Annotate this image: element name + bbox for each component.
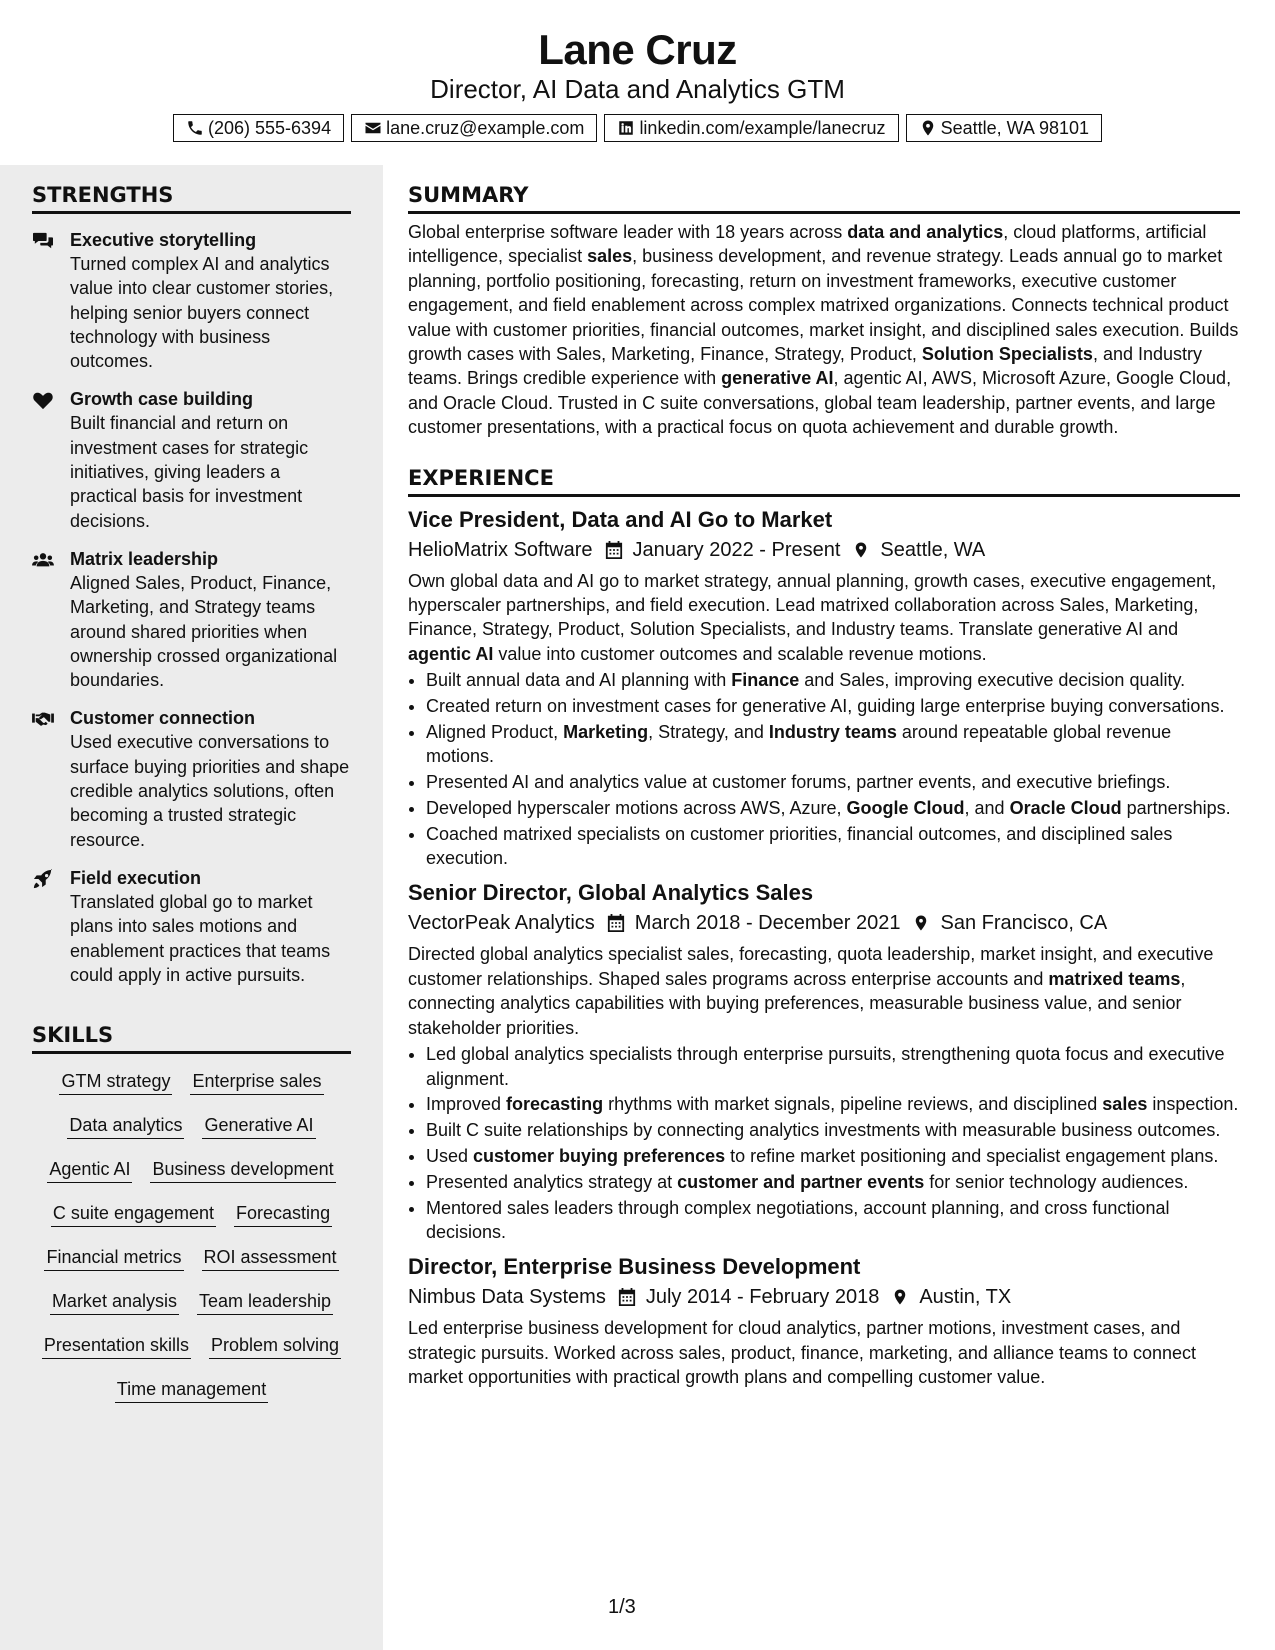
contact-linkedin-text: linkedin.com/example/lanecruz [639, 117, 886, 138]
text-run: and Sales, improving executive decision quality. [799, 670, 1186, 691]
strength-desc: Translated global go to market plans into sales motions and enablement practices that teams could apply in active pursuits. [70, 891, 331, 985]
strength-desc: Turned complex AI and analytics value into clear customer stories, helping senior buyers connect technology with business outcomes. [70, 254, 334, 372]
candidate-role: Director, AI Data and Analytics GTM [430, 74, 845, 104]
bold-text: Industry teams [768, 721, 897, 742]
job-bullet [426, 770, 1240, 794]
contact-bar [0, 114, 1275, 142]
skill-tag: Financial metrics [44, 1240, 183, 1271]
text-run: partnerships. [1121, 797, 1231, 818]
strength-title: Customer connection [70, 708, 256, 729]
skill-tag: GTM strategy [59, 1064, 172, 1095]
text-run: Presented analytics strategy at [426, 1171, 678, 1192]
strength-item [32, 866, 351, 987]
job-bullet [426, 1144, 1240, 1168]
skill-tag: Market analysis [50, 1284, 179, 1315]
text-run: Mentored sales leaders through complex negotiations, account planning, and cross functional decisions. [426, 1197, 1170, 1242]
bold-text: generative AI [721, 368, 834, 389]
job-bullet [426, 668, 1240, 692]
bold-text: customer and partner events [677, 1171, 925, 1192]
job-bullet [426, 720, 1240, 769]
comments-icon [32, 231, 54, 251]
skill-tag: Time management [115, 1372, 268, 1403]
main-content [408, 165, 1240, 1390]
contact-email[interactable] [351, 114, 597, 142]
strengths-title: STRENGTHS [32, 165, 351, 214]
bold-text: Google Cloud [846, 797, 965, 818]
job-entry [408, 505, 1240, 871]
phone-icon [186, 119, 204, 137]
contact-phone[interactable] [173, 114, 344, 142]
job-bullet [426, 1170, 1240, 1194]
skill-tag: Enterprise sales [190, 1064, 323, 1095]
job-bullet [426, 822, 1240, 871]
job-title: Vice President, Data and AI Go to Market [408, 506, 833, 532]
strength-title: Executive storytelling [70, 230, 257, 250]
text-run: to refine market positioning and specialist engagement plans. [725, 1145, 1219, 1166]
map-pin-icon [852, 540, 870, 560]
bold-text: Marketing [563, 721, 649, 742]
text-run: Global enterprise software leader with 18 years across [408, 222, 848, 242]
text-run: , agentic AI, AWS, Microsoft Azure, Google Cloud, and Oracle Cloud. Trusted in C suite conversations, global team leadership, partner events, and large customer presentations, with a practical focus on quota achievement and durable growth. [408, 368, 1232, 438]
job-dates: March 2018 - December 2021 [634, 912, 901, 935]
strength-desc: Used executive conversations to surface buying priorities and shape credible analytics solutions, often becoming a trusted strategic resource. [70, 732, 350, 850]
bold-text: matrixed teams [1048, 968, 1181, 989]
skill-tag: Team leadership [197, 1284, 333, 1315]
skills-list [32, 1064, 351, 1416]
text-run: Aligned Product, [426, 721, 564, 742]
text-run: Own global data and AI go to market strategy, annual planning, growth cases, executive engagement, hyperscaler partnerships, and field execution. Lead matrixed collaboration across Sales, Marketing, Finance, Strategy, Product, Solution Specialists, and Industry teams. Translate generative AI and [408, 570, 1217, 640]
job-summary [408, 942, 1240, 1040]
skill-tag: Forecasting [234, 1196, 332, 1227]
page-number: 1/3 [608, 1596, 636, 1618]
skill-tag: Business development [150, 1152, 335, 1183]
text-run: Led enterprise business development for cloud analytics, partner motions, investment cases, and strategic pursuits. Worked across sales, product, finance, marketing, and alliance teams to connect market opportunities with practical growth plans and compelling customer value. [408, 1318, 1197, 1388]
bold-text: Solution Specialists [921, 344, 1093, 365]
job-dates: January 2022 - Present [632, 538, 841, 561]
summary-title: SUMMARY [408, 165, 1240, 214]
text-run: , and Industry teams. Brings credible experience with [408, 344, 1203, 389]
strength-item [32, 228, 351, 373]
strength-item [32, 547, 351, 692]
job-meta [408, 908, 1240, 938]
text-run: around repeatable global revenue motions. [426, 721, 1172, 767]
map-pin-icon [919, 119, 937, 137]
text-run: value into customer outcomes and scalable revenue motions. [493, 643, 987, 664]
job-title: Director, Enterprise Business Development [408, 1254, 861, 1280]
heart-icon [32, 390, 54, 410]
bold-text: forecasting [506, 1094, 604, 1115]
skill-tag: Data analytics [67, 1108, 184, 1139]
job-bullet [426, 1118, 1240, 1142]
job-bullet [426, 1042, 1240, 1091]
bold-text: agentic AI [408, 643, 494, 664]
job-meta [408, 1282, 1240, 1312]
summary-text [408, 220, 1240, 440]
text-run: Directed global analytics specialist sales, forecasting, quota leadership, market insight, and executive customer relationships. Shaped sales programs across enterprise accounts and [408, 944, 1214, 989]
strength-desc: Built financial and return on investment cases for strategic initiatives, giving leaders a practical basis for investment decisions. [70, 413, 309, 531]
job-bullet [426, 1092, 1240, 1116]
contact-phone-text: (206) 555-6394 [207, 117, 332, 138]
job-company: VectorPeak Analytics [408, 912, 595, 935]
strength-item [32, 387, 351, 532]
envelope-icon [364, 119, 382, 137]
text-run: , Strategy, and [648, 721, 769, 742]
experience-title: EXPERIENCE [408, 448, 1240, 497]
text-run: , cloud platforms, artificial intelligence, specialist [408, 222, 1207, 267]
job-title: Senior Director, Global Analytics Sales [408, 880, 814, 906]
users-icon [32, 550, 54, 570]
calendar-icon [618, 1287, 636, 1307]
sidebar [0, 165, 383, 1650]
text-run: rhythms with market signals, pipeline reviews, and disciplined [603, 1094, 1103, 1115]
text-run: Built annual data and AI planning with [426, 670, 732, 691]
strength-title: Growth case building [70, 389, 254, 410]
job-bullet [426, 694, 1240, 718]
job-location: San Francisco, CA [940, 912, 1108, 935]
candidate-name: Lane Cruz [538, 26, 737, 73]
bold-text: Oracle Cloud [1009, 797, 1122, 818]
text-run: Led global analytics specialists through enterprise pursuits, strengthening quota focus and executive alignment. [426, 1044, 1225, 1089]
bold-text: sales [1102, 1094, 1148, 1115]
text-run: Developed hyperscaler motions across AWS, Azure, [426, 797, 847, 818]
text-run: Presented AI and analytics value at customer forums, partner events, and executive briefings. [426, 772, 1171, 793]
contact-email-text: lane.cruz@example.com [386, 117, 585, 138]
strength-desc: Aligned Sales, Product, Finance, Marketing, and Strategy teams around shared priorities when ownership crossed organizational boundaries. [70, 572, 338, 691]
calendar-icon [607, 913, 625, 933]
linkedin-icon [617, 119, 635, 137]
job-company: HelioMatrix Software [408, 538, 593, 561]
text-run: , business development, and revenue strategy. Leads annual go to market planning, portfolio positioning, forecasting, return on investment frameworks, executive customer engagement, and field enablement across complex matrixed organizations. Connects technical product value with customer priorities, financial outcomes, market insight, and disciplined sales execution. Builds growth cases with Sales, Marketing, Finance, Strategy, Product, [408, 246, 1239, 365]
text-run: Created return on investment cases for generative AI, guiding large enterprise buying conversations. [426, 696, 1225, 717]
map-pin-icon [912, 913, 930, 933]
bold-text: Finance [731, 670, 800, 691]
experience-list [408, 505, 1240, 1390]
strength-item [32, 706, 351, 851]
skill-tag: Generative AI [202, 1108, 315, 1139]
rocket-icon [32, 869, 54, 889]
skill-tag: Presentation skills [42, 1328, 191, 1359]
job-summary [408, 569, 1240, 667]
job-entry [408, 1252, 1240, 1389]
strength-title: Field execution [70, 867, 202, 888]
text-run: Improved [426, 1094, 507, 1115]
map-pin-icon [891, 1287, 909, 1307]
job-location: Austin, TX [919, 1286, 1012, 1309]
skill-tag: Agentic AI [47, 1152, 132, 1183]
bold-text: sales [587, 246, 633, 267]
job-dates: July 2014 - February 2018 [645, 1286, 880, 1309]
text-run: , connecting analytics capabilities with buying preferences, measurable business value, and senior stakeholder priorities. [408, 968, 1186, 1038]
text-run: inspection. [1147, 1094, 1239, 1115]
job-bullets [408, 1042, 1240, 1244]
calendar-icon [605, 540, 623, 560]
text-run: Used [426, 1145, 474, 1166]
bold-text: data and analytics [847, 222, 1004, 242]
text-run: for senior technology audiences. [924, 1171, 1189, 1192]
strength-title: Matrix leadership [70, 548, 219, 569]
handshake-icon [32, 709, 54, 729]
contact-location [906, 114, 1102, 142]
skills-title: SKILLS [32, 1005, 351, 1054]
job-meta [408, 535, 1240, 565]
job-entry [408, 878, 1240, 1244]
contact-linkedin[interactable] [604, 114, 898, 142]
contact-location-text: Seattle, WA 98101 [940, 117, 1089, 138]
job-bullet [426, 1196, 1240, 1245]
job-company: Nimbus Data Systems [408, 1286, 606, 1309]
job-bullet [426, 796, 1240, 820]
job-location: Seattle, WA [880, 538, 986, 561]
skill-tag: Problem solving [209, 1328, 341, 1359]
job-summary [408, 1316, 1240, 1389]
text-run: Built C suite relationships by connecting analytics investments with measurable business outcomes. [426, 1120, 1221, 1141]
resume-header [0, 0, 1275, 141]
skill-tag: C suite engagement [51, 1196, 216, 1227]
skill-tag: ROI assessment [202, 1240, 339, 1271]
bold-text: customer buying preferences [473, 1145, 726, 1166]
text-run: , and [964, 797, 1010, 818]
text-run: Coached matrixed specialists on customer priorities, financial outcomes, and disciplined sales execution. [426, 823, 1173, 869]
job-bullets [408, 668, 1240, 870]
